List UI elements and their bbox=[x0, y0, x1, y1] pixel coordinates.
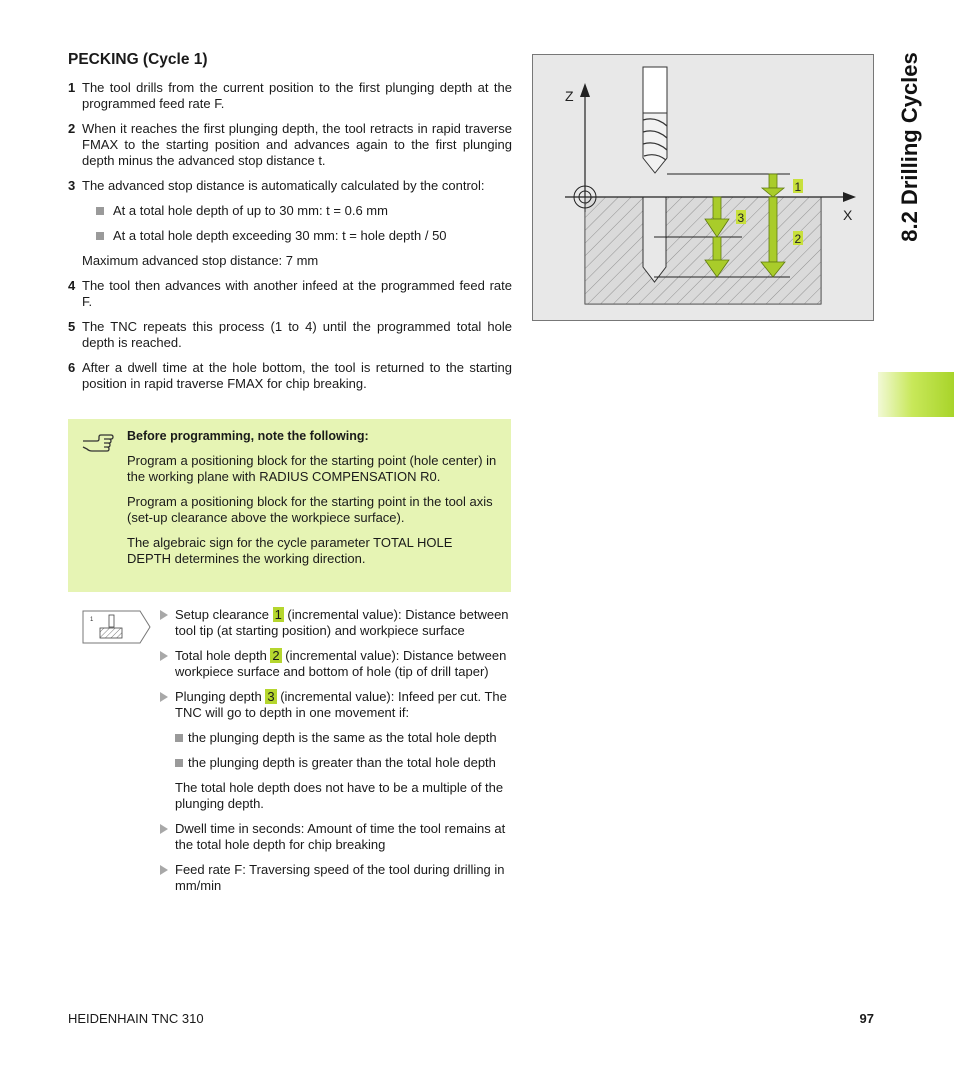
step-item bbox=[68, 319, 512, 351]
step-list bbox=[68, 80, 512, 401]
chapter-tab-marker bbox=[878, 372, 954, 417]
step-text: After a dwell time at the hole bottom, the tool is returned to the starting position in rapid traverse FMAX for chip breaking. bbox=[82, 360, 512, 391]
note-heading: Before programming, note the following: bbox=[127, 429, 369, 443]
page-title: PECKING (Cycle 1) bbox=[68, 51, 208, 68]
label-3: 3 bbox=[737, 211, 745, 225]
triangle-bullet-icon bbox=[160, 651, 168, 661]
bullet-text: At a total hole depth exceeding 30 mm: t = hole depth / 50 bbox=[113, 228, 447, 243]
step-number: 3 bbox=[68, 178, 76, 193]
pointing-hand-icon bbox=[82, 432, 114, 454]
bullet-item bbox=[96, 228, 512, 244]
step-item bbox=[68, 360, 512, 392]
sub-bullet-text: the plunging depth is the same as the total hole depth bbox=[188, 730, 497, 745]
step-number: 1 bbox=[68, 80, 76, 95]
sub-note-text: The total hole depth does not have to be a multiple of the plunging depth. bbox=[175, 780, 504, 811]
parameter-list bbox=[160, 607, 512, 903]
note-paragraph: Program a positioning block for the starting point in the tool axis (set-up clearance above the workpiece surface). bbox=[127, 494, 493, 525]
parameter-item bbox=[160, 862, 512, 894]
step-number: 6 bbox=[68, 360, 76, 375]
label-2: 2 bbox=[794, 232, 802, 246]
sub-bullet-text: the plunging depth is greater than the total hole depth bbox=[188, 755, 496, 770]
step-number: 2 bbox=[68, 121, 76, 136]
step-item bbox=[68, 278, 512, 310]
page-number: 97 bbox=[859, 1011, 874, 1026]
step-item bbox=[68, 121, 512, 169]
square-bullet-icon bbox=[175, 759, 183, 767]
step-item bbox=[68, 80, 512, 112]
pecking-cycle-figure bbox=[532, 54, 874, 322]
param-tag: 2 bbox=[272, 648, 280, 663]
square-bullet-icon bbox=[175, 734, 183, 742]
note-box bbox=[68, 419, 511, 592]
step-item bbox=[68, 178, 512, 194]
parameter-item bbox=[160, 648, 512, 680]
footer-product: HEIDENHAIN TNC 310 bbox=[68, 1011, 204, 1026]
square-bullet-icon bbox=[96, 207, 104, 215]
param-text: (incremental value): Distance between tool tip (at starting position) and workpiece surface bbox=[175, 607, 509, 638]
param-text: Setup clearance bbox=[175, 607, 273, 622]
drilled-hole bbox=[643, 197, 666, 282]
step-text: The tool drills from the current position to the first plunging depth at the programmed feed rate F. bbox=[82, 80, 512, 111]
note-paragraph: Program a positioning block for the starting point (hole center) in the working plane with RADIUS COMPENSATION R0. bbox=[127, 453, 497, 484]
label-1: 1 bbox=[794, 180, 802, 194]
param-tag: 1 bbox=[274, 607, 282, 622]
bullet-text: At a total hole depth of up to 30 mm: t = 0.6 mm bbox=[113, 203, 388, 218]
x-axis-label: X bbox=[843, 207, 853, 223]
triangle-bullet-icon bbox=[160, 824, 168, 834]
triangle-bullet-icon bbox=[160, 692, 168, 702]
parameter-item bbox=[160, 821, 512, 853]
step-text: The TNC repeats this process (1 to 4) until the programmed total hole depth is reached. bbox=[82, 319, 512, 350]
section-title-vertical bbox=[885, 50, 935, 245]
triangle-bullet-icon bbox=[160, 865, 168, 875]
step-number: 5 bbox=[68, 319, 76, 334]
bullet-item bbox=[96, 203, 512, 219]
parameter-item bbox=[160, 689, 512, 721]
cycle-softkey-thumbnail bbox=[82, 610, 152, 644]
param-text: Dwell time in seconds: Amount of time the tool remains at the total hole depth for chip breaking bbox=[175, 821, 506, 852]
note-paragraph: The algebraic sign for the cycle parameter TOTAL HOLE DEPTH determines the working direction. bbox=[127, 535, 453, 566]
parameter-item bbox=[160, 607, 512, 639]
step-text: The tool then advances with another infeed at the programmed feed rate F. bbox=[82, 278, 512, 309]
drill-tool bbox=[643, 67, 667, 173]
section-title: 8.2 Drilling Cycles bbox=[897, 52, 922, 242]
max-stop-text: Maximum advanced stop distance: 7 mm bbox=[82, 253, 319, 268]
step-text: The advanced stop distance is automatically calculated by the control: bbox=[82, 178, 485, 193]
param-text: Total hole depth bbox=[175, 648, 271, 663]
z-axis-label: Z bbox=[565, 88, 574, 104]
sub-bullet-item bbox=[175, 730, 512, 746]
thumbnail-label: 1 bbox=[90, 617, 94, 623]
param-text: (incremental value): Infeed per cut. The TNC will go to depth in one movement if: bbox=[175, 689, 507, 720]
param-text: (incremental value): Distance between workpiece surface and bottom of hole (tip of drill taper) bbox=[175, 648, 507, 679]
workpiece-shade bbox=[585, 197, 821, 304]
triangle-bullet-icon bbox=[160, 610, 168, 620]
param-tag: 3 bbox=[267, 689, 275, 704]
param-text: Plunging depth bbox=[175, 689, 266, 704]
square-bullet-icon bbox=[96, 232, 104, 240]
param-text: Feed rate F: Traversing speed of the tool during drilling in mm/min bbox=[175, 862, 505, 893]
step-number: 4 bbox=[68, 278, 76, 293]
sub-bullet-item bbox=[175, 755, 512, 771]
step-text: When it reaches the first plunging depth, the tool retracts in rapid traverse FMAX to the starting position and advances again to the first plunging depth minus the advanced stop distance t. bbox=[82, 121, 512, 168]
